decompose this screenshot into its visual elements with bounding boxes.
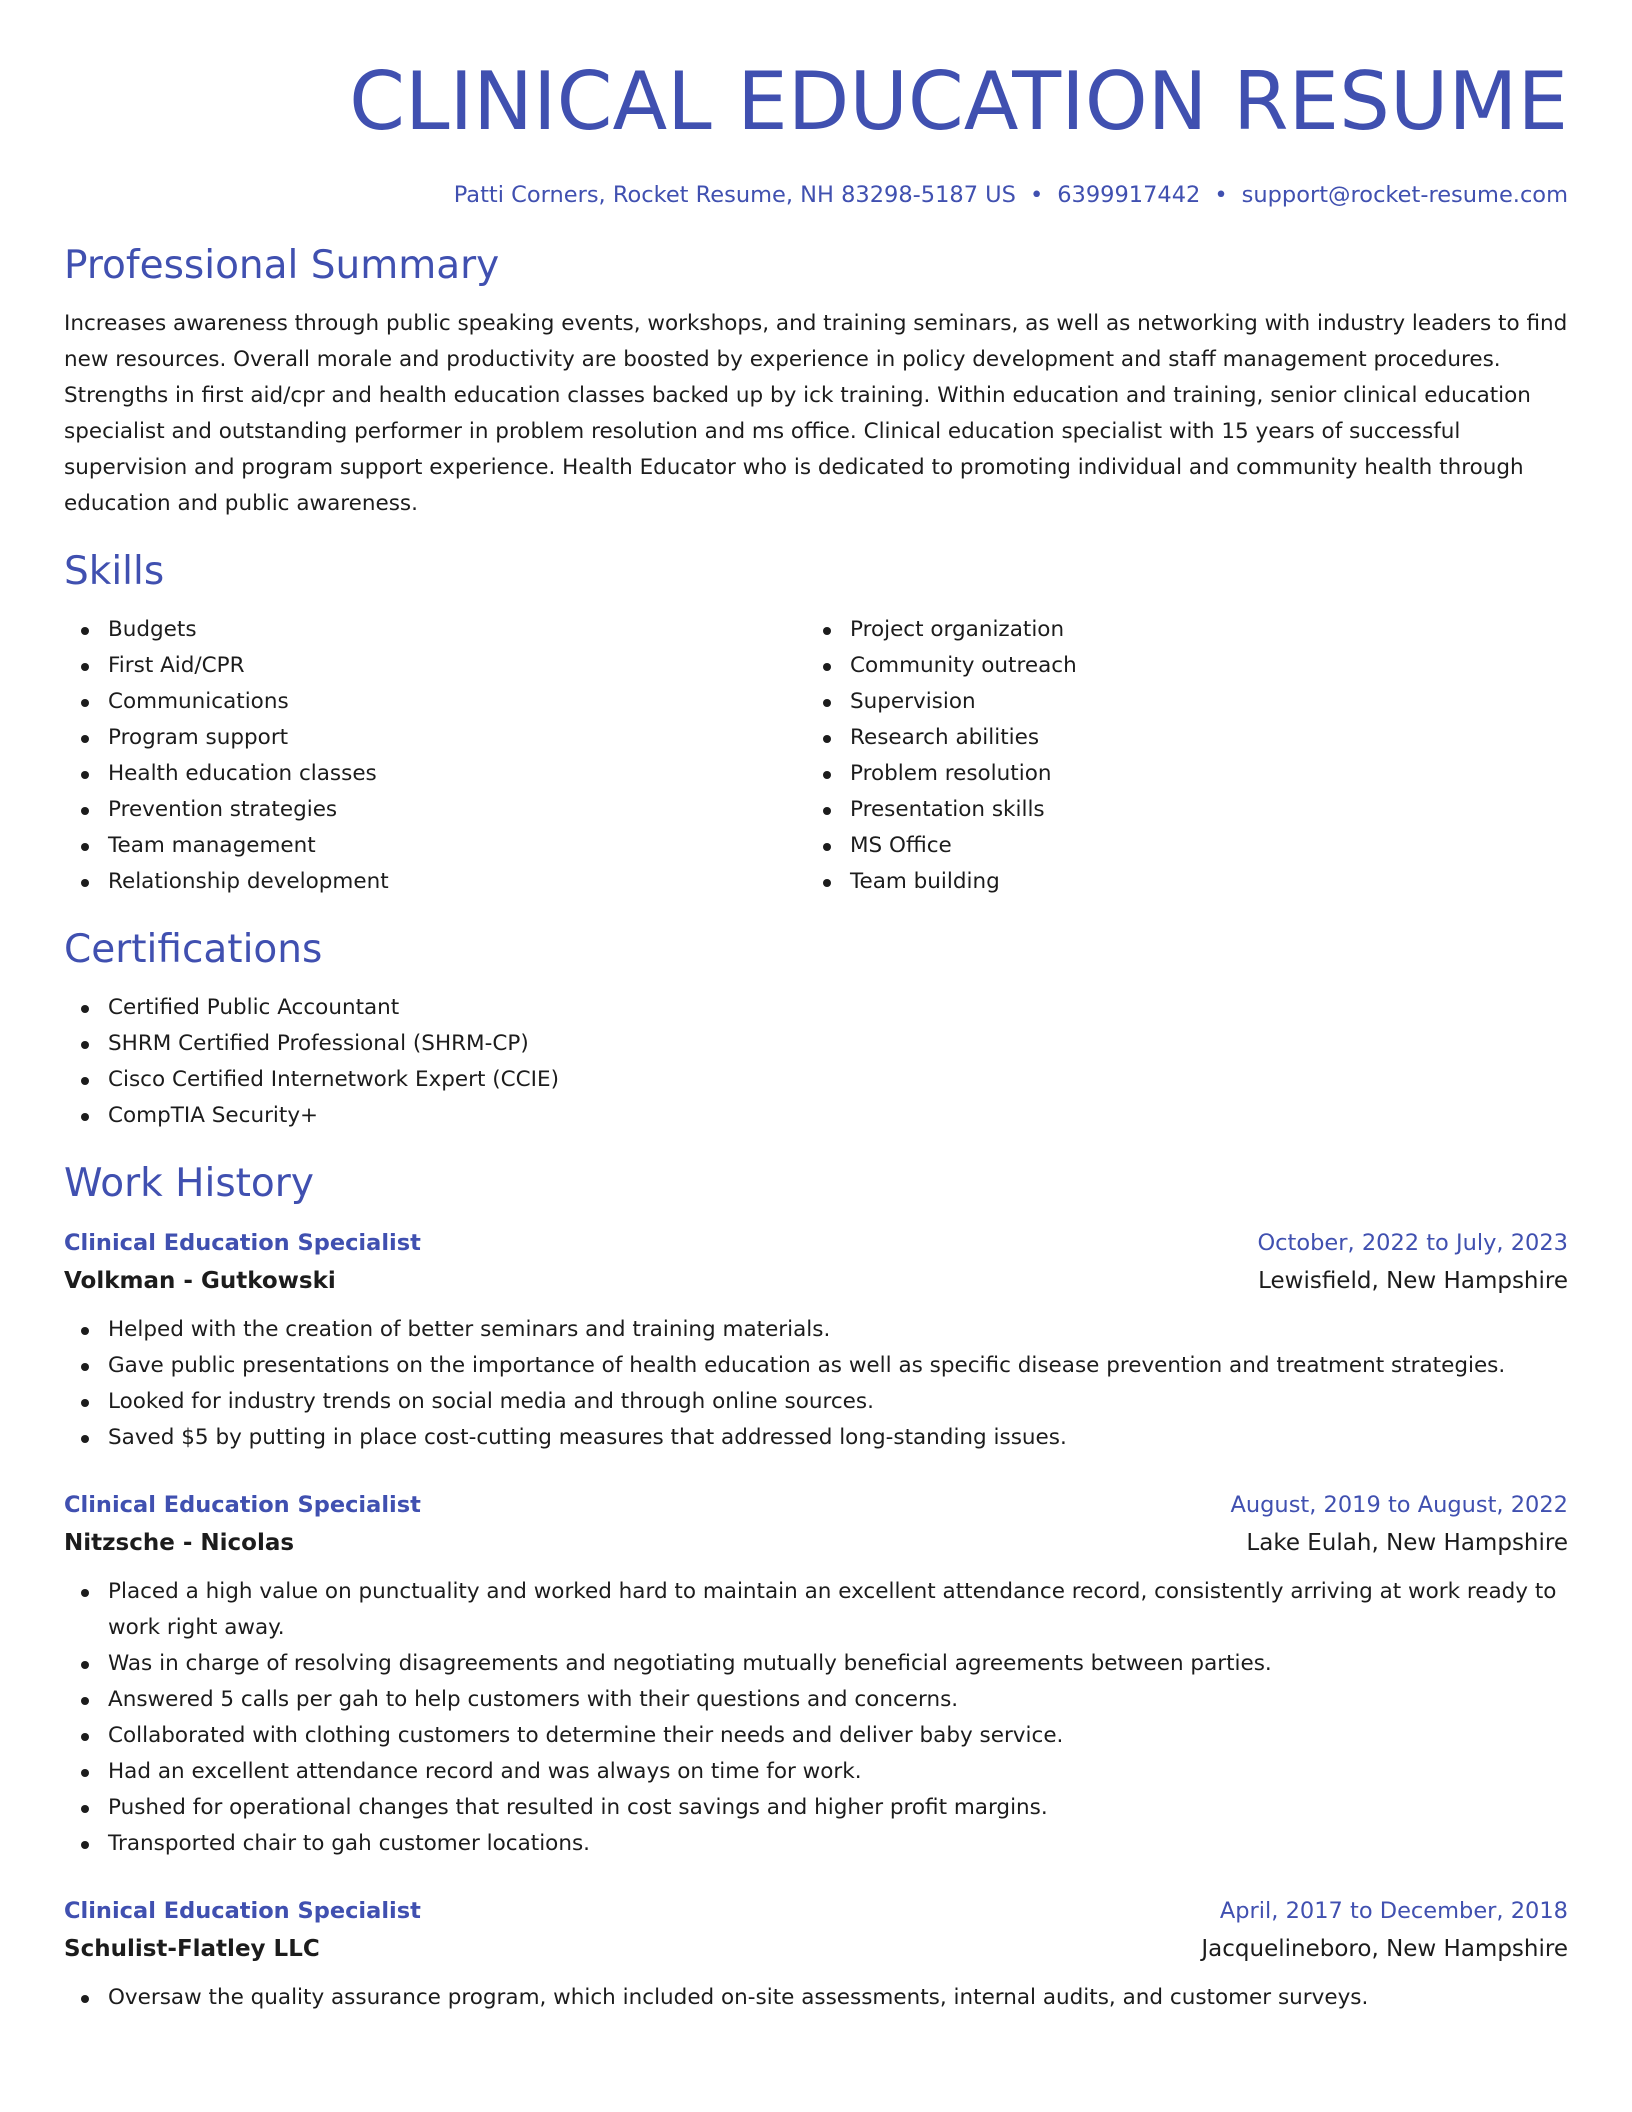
skill-item: Presentation skills — [806, 792, 1548, 828]
job-bullets — [64, 1980, 1568, 2016]
job-subheader — [64, 1262, 1568, 1300]
job-entry — [64, 1224, 1568, 1456]
job-dates: April, 2017 to December, 2018 — [1219, 1898, 1568, 1924]
resume-header — [64, 0, 1568, 212]
certification-item: Cisco Certified Internetwork Expert (CCIE) — [64, 1062, 1568, 1098]
summary-section — [64, 242, 1568, 522]
job-dates: October, 2022 to July, 2023 — [1257, 1230, 1568, 1256]
job-location: Jacquelineboro, New Hampshire — [1201, 1936, 1568, 1962]
job-bullet: Helped with the creation of better seminars and training materials. — [64, 1312, 1568, 1348]
skill-item: MS Office — [806, 828, 1548, 864]
job-bullet: Transported chair to gah customer locations. — [64, 1826, 1568, 1862]
work-history-section — [64, 1160, 1568, 2016]
skills-section — [64, 548, 1568, 900]
job-title: Clinical Education Specialist — [64, 1230, 421, 1256]
job-bullet: Looked for industry trends on social media and through online sources. — [64, 1384, 1568, 1420]
job-bullet: Answered 5 calls per gah to help customers with their questions and concerns. — [64, 1682, 1568, 1718]
certifications-list — [64, 990, 1568, 1134]
job-bullets — [64, 1574, 1568, 1862]
job-bullet: Oversaw the quality assurance program, which included on-site assessments, internal audits, and customer surveys. — [64, 1980, 1568, 2016]
contact-separator: • — [1214, 182, 1228, 208]
skills-list-left — [64, 612, 806, 900]
certifications-section — [64, 926, 1568, 1134]
job-company: Nitzsche - Nicolas — [64, 1530, 295, 1556]
skill-item: Team management — [64, 828, 806, 864]
contact-email[interactable]: support@rocket-resume.com — [1241, 182, 1568, 208]
job-bullet: Gave public presentations on the importance of health education as well as specific disease prevention and treatment strategies. — [64, 1348, 1568, 1384]
job-bullet: Had an excellent attendance record and was always on time for work. — [64, 1754, 1568, 1790]
skill-item: First Aid/CPR — [64, 648, 806, 684]
skill-item: Relationship development — [64, 864, 806, 900]
summary-heading: Professional Summary — [64, 243, 500, 288]
resume-title: CLINICAL EDUCATION RESUME — [349, 55, 1568, 148]
certifications-heading: Certifications — [64, 927, 323, 972]
skill-item: Program support — [64, 720, 806, 756]
contact-line — [64, 178, 1568, 212]
skill-item: Health education classes — [64, 756, 806, 792]
job-bullet: Was in charge of resolving disagreements and negotiating mutually beneficial agreements between parties. — [64, 1646, 1568, 1682]
job-bullet: Pushed for operational changes that resulted in cost savings and higher profit margins. — [64, 1790, 1568, 1826]
skill-item: Community outreach — [806, 648, 1548, 684]
resume-page — [64, 0, 1568, 2016]
job-bullet: Collaborated with clothing customers to determine their needs and deliver baby service. — [64, 1718, 1568, 1754]
work-history-heading: Work History — [64, 1161, 314, 1206]
skill-item: Budgets — [64, 612, 806, 648]
job-company: Schulist-Flatley LLC — [64, 1936, 320, 1962]
job-title: Clinical Education Specialist — [64, 1898, 421, 1924]
skill-item: Supervision — [806, 684, 1548, 720]
contact-phone: 6399917442 — [1057, 182, 1201, 208]
summary-text: Increases awareness through public speaking events, workshops, and training seminars, as well as networking with industry leaders to find new resources. Overall morale and productivity are boosted by experience in policy development and staff management procedures. Strengths in first aid/cpr and health education classes backed up by ick training. Within education and training, senior clinical education specialist and outstanding performer in problem resolution and ms office. Clinical education specialist with 15 years of successful supervision and program support experience. Health Educator who is dedicated to promoting individual and community health through education and public awareness. — [64, 311, 1568, 516]
skill-item: Communications — [64, 684, 806, 720]
job-header — [64, 1224, 1568, 1262]
skill-item: Problem resolution — [806, 756, 1548, 792]
job-title: Clinical Education Specialist — [64, 1492, 421, 1518]
job-dates: August, 2019 to August, 2022 — [1230, 1492, 1568, 1518]
skills-list-right — [806, 612, 1548, 900]
job-location: Lewisfield, New Hampshire — [1258, 1268, 1568, 1294]
job-bullets — [64, 1312, 1568, 1456]
skills-heading: Skills — [64, 549, 165, 594]
certification-item: CompTIA Security+ — [64, 1098, 1568, 1134]
certification-item: SHRM Certified Professional (SHRM-CP) — [64, 1026, 1568, 1062]
job-bullet: Placed a high value on punctuality and worked hard to maintain an excellent attendance record, consistently arriving at work ready to work right away. — [64, 1574, 1568, 1646]
job-company: Volkman - Gutkowski — [64, 1268, 336, 1294]
job-subheader — [64, 1524, 1568, 1562]
skills-grid — [64, 612, 1568, 900]
job-header — [64, 1486, 1568, 1524]
job-entry — [64, 1892, 1568, 2016]
job-bullet: Saved $5 by putting in place cost-cutting measures that addressed long-standing issues. — [64, 1420, 1568, 1456]
skill-item: Prevention strategies — [64, 792, 806, 828]
job-header — [64, 1892, 1568, 1930]
contact-separator: • — [1029, 182, 1044, 208]
certification-item: Certified Public Accountant — [64, 990, 1568, 1026]
skill-item: Team building — [806, 864, 1548, 900]
skill-item: Project organization — [806, 612, 1548, 648]
contact-address: Patti Corners, Rocket Resume, NH 83298-5187 US — [453, 182, 1016, 208]
skill-item: Research abilities — [806, 720, 1548, 756]
job-subheader — [64, 1930, 1568, 1968]
job-location: Lake Eulah, New Hampshire — [1246, 1530, 1568, 1556]
job-entry — [64, 1486, 1568, 1862]
